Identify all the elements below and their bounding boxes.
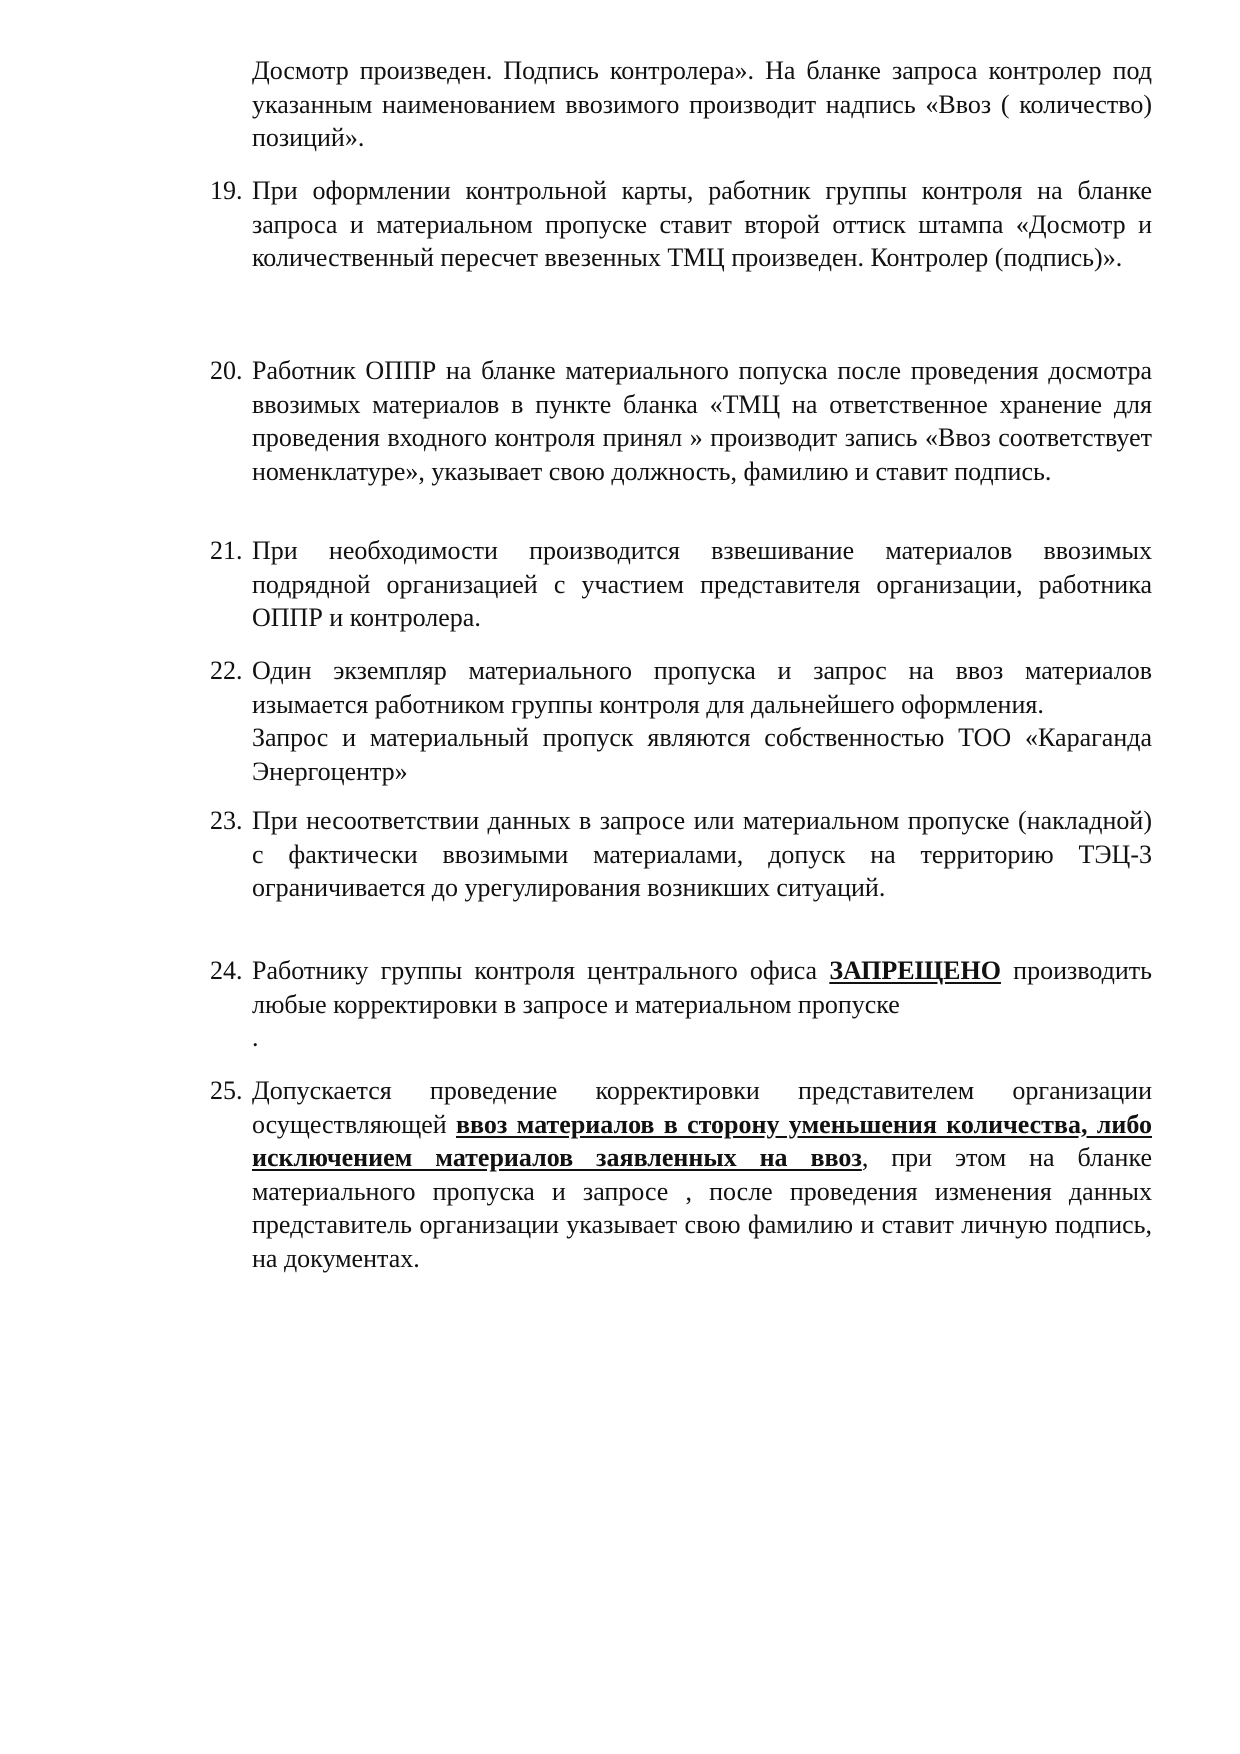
item-text-continued: Запрос и материальный пропуск являются собственностью ТОО «Караганда Энергоцентр» — [252, 723, 1152, 786]
item-text-before: Работнику группы контроля центрального офиса — [252, 956, 830, 985]
item-text-after: производить любые корректировки в запросе и материальном пропуске — [252, 956, 1152, 1019]
item-text-before: Допускается проведение корректировки представителем организации осуществляющей — [252, 1076, 1152, 1139]
item-trailing-dot: . — [252, 1023, 259, 1052]
item-number: 25. — [210, 1076, 243, 1105]
list-item-20 — [210, 354, 1152, 488]
item-text: При несоответствии данных в запросе или материальном пропуске (накладной) с фактически ввозимыми материалами, допуск на территорию ТЭЦ-3 ограничивается до урегулирования возникших ситуаций. — [252, 806, 1152, 902]
item-text: При необходимости производится взвешивание материалов ввозимых подрядной организацией с участием представителя организации, работника ОППР и контролера. — [252, 536, 1152, 632]
item-number: 24. — [210, 956, 243, 985]
item-number: 20. — [210, 356, 243, 385]
correction-emphasis: ввоз материалов в сторону уменьшения количества, либо исключением материалов заявленных на ввоз — [252, 1109, 1152, 1172]
list-item-25 — [210, 1074, 1152, 1275]
item-text — [252, 1074, 1152, 1275]
item-number: 19. — [210, 176, 243, 205]
list-item-23 — [210, 804, 1152, 905]
list-item-21 — [210, 534, 1152, 635]
list-item-24 — [210, 954, 1152, 1055]
item-number: 22. — [210, 656, 243, 685]
item-text-after: , при этом на бланке материального пропуска и запросе , после проведения изменения данных представитель организации указывает свою фамилию и ставит личную подпись, на документах. — [252, 1143, 1152, 1273]
intro-text: Досмотр произведен. Подпись контролера». На бланке запроса контролер под указанным наименованием ввозимого производит надпись «Ввоз ( количество) позиций». — [252, 56, 1152, 152]
item-text: Один экземпляр материального пропуска и запрос на ввоз материалов изымается работником группы контроля для дальнейшего оформления. — [252, 656, 1152, 719]
prohibited-emphasis: ЗАПРЕЩЕНО — [829, 956, 1001, 985]
list-item-22 — [210, 654, 1152, 788]
list-item-19 — [210, 174, 1152, 275]
item-number: 21. — [210, 536, 243, 565]
item-number: 23. — [210, 806, 243, 835]
item-text: При оформлении контрольной карты, работник группы контроля на бланке запроса и материальном пропуске ставит второй оттиск штампа «Досмотр и количественный пересчет ввезенных ТМЦ произведен. Контролер (подпись)». — [252, 176, 1152, 272]
item-text — [252, 954, 1152, 1021]
intro-paragraph — [252, 54, 1152, 155]
item-text: Работник ОППР на бланке материального попуска после проведения досмотра ввозимых материалов в пункте бланка «ТМЦ на ответственное хранение для проведения входного контроля принял » производит запись «Ввоз соответствует номенклатуре», указывает свою должность, фамилию и ставит подпись. — [252, 356, 1152, 486]
